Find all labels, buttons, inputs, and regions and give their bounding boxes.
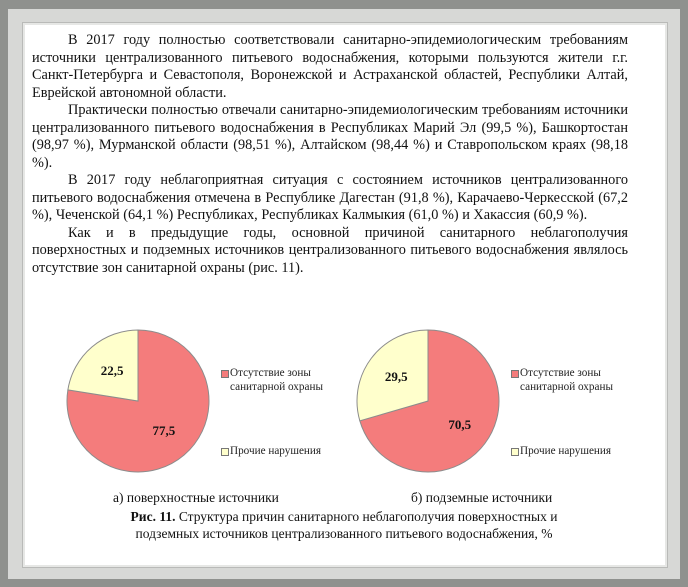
pie-chart-underground (352, 326, 504, 476)
figure-caption-line1: Структура причин санитарного неблагополучия поверхностных и (175, 509, 558, 524)
pie-chart-surface-svg (62, 326, 214, 476)
figure-caption (40, 508, 648, 542)
subcaption-underground: б) подземные источники (411, 490, 553, 505)
pie-value-label: 77,5 (152, 423, 176, 439)
paragraph-4: Как и в предыдущие годы, основной причиной санитарного неблагополучия поверхностных и подземных источников централизованного питьевого водоснабжения являлось отсутствие зон санитарной охраны (рис. 11). (32, 224, 628, 276)
legend-label-line1: Отсутствие зоны (520, 367, 601, 379)
figure-label: Рис. 11. (130, 509, 176, 524)
subcaption-surface: а) поверхностные источники (113, 490, 279, 505)
body-text (32, 32, 628, 277)
legend-item-no-zone-a (230, 366, 323, 394)
legend-swatch-no-zone-a (221, 370, 229, 378)
pie-value-label: 22,5 (100, 362, 124, 378)
legend-swatch-no-zone-b (511, 370, 519, 378)
pie-chart-surface (62, 326, 214, 476)
legend-swatch-other-a (221, 448, 229, 456)
pie-value-label: 29,5 (384, 369, 408, 385)
paragraph-3: В 2017 году неблагоприятная ситуация с состоянием источников централизованного питьевого водоснабжения отмечена в Республике Дагестан (91,8 %), Карачаево-Черкесской (67,2 %), Чеченской (64,1 %) Республиках, Республиках Калмыкия (61,0 %) и Хакассия (60,9 %). (32, 172, 628, 223)
legend-label-line2: санитарной охраны (520, 381, 613, 393)
legend-swatch-other-b (511, 448, 519, 456)
paragraph-2: Практически полностью отвечали санитарно-эпидемиологическим требованиям источники централизованного питьевого водоснабжения в Республиках Марий Эл (99,5 %), Башкортостан (98,97 %), Мурманской области (98,51 %), Алтайском (98,44 %) и Ставропольском краях (98,18 %). (32, 102, 628, 171)
figure-caption-line2: подземных источников централизованного питьевого водоснабжения, % (135, 526, 553, 541)
legend-label-line2: санитарной охраны (230, 381, 323, 393)
legend-label-line1: Отсутствие зоны (230, 367, 311, 379)
pie-value-label: 70,5 (448, 416, 472, 432)
paragraph-1: В 2017 году полностью соответствовали санитарно-эпидемиологическим требованиям источники централизованного питьевого водоснабжения, которыми пользуются жители г.г. Санкт-Петербурга и Севастополя, Воронежской и Астраханской областей, Республики Алтай, Еврейской автономной области. (32, 32, 628, 101)
legend-item-other-a: Прочие нарушения (230, 445, 322, 457)
legend-item-other-b: Прочие нарушения (520, 445, 612, 457)
legend-item-no-zone-b (520, 366, 613, 394)
pie-chart-underground-svg (352, 326, 504, 476)
